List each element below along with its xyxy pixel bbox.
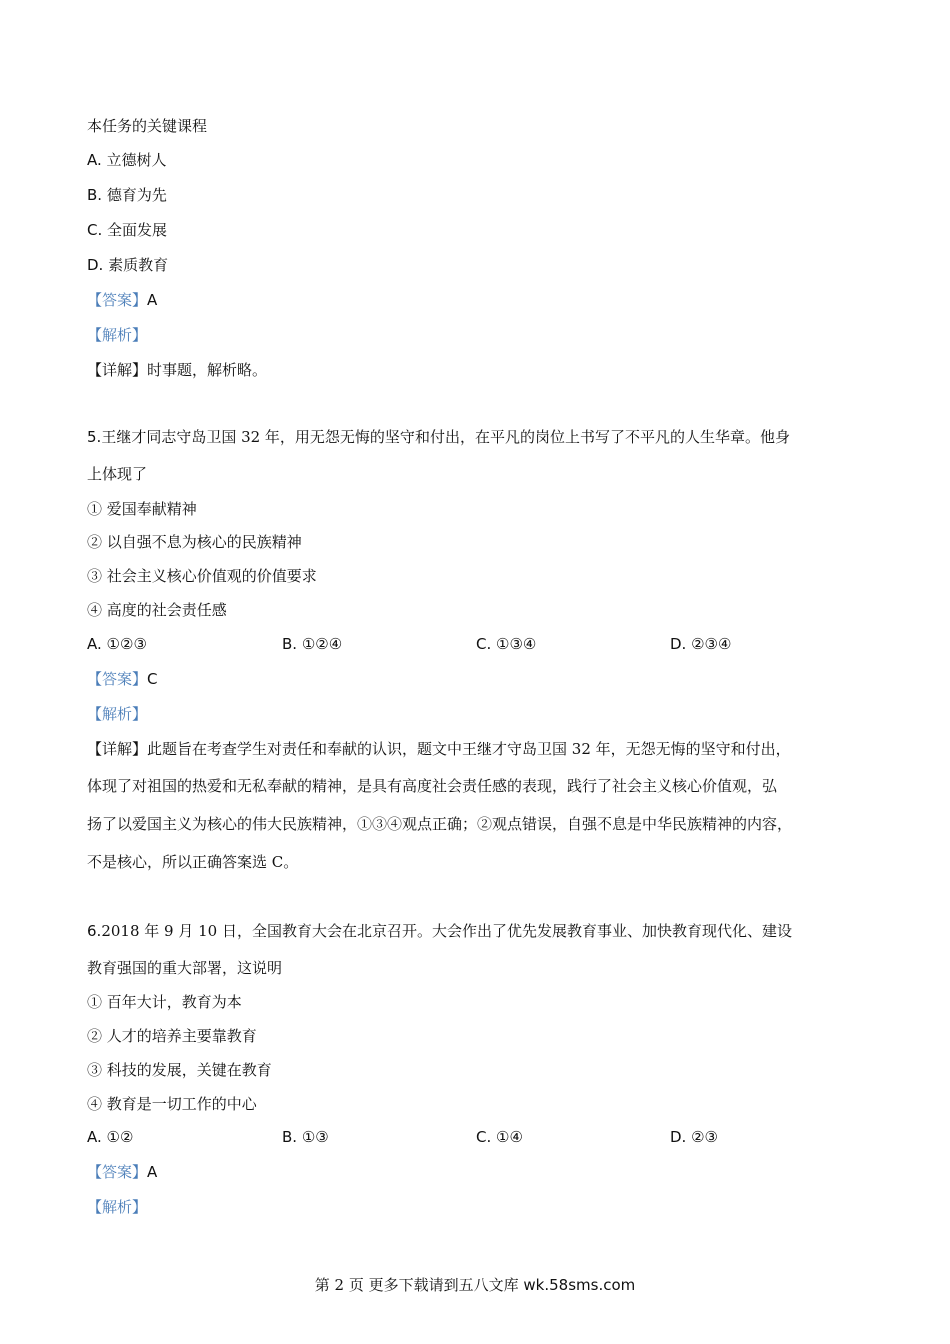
q6-answer <box>87 1162 157 1182</box>
q5-statement-3: ③ 社会主义核心价值观的价值要求 <box>87 567 317 585</box>
q6-option-a: A. ①② <box>87 1128 134 1146</box>
q4-detail: 【详解】时事题，解析略。 <box>87 361 268 379</box>
q5-analysis-label: 【解析】 <box>87 705 148 723</box>
q5-detail-line3: 扬了以爱国主义为核心的伟大民族精神，①③④观点正确；②观点错误，自强不息是中华民族精神的内容， <box>87 815 793 833</box>
q6-option-c: C. ①④ <box>476 1128 523 1146</box>
q5-stem-line1: 5.王继才同志守岛卫国 32 年，用无怨无悔的坚守和付出，在平凡的岗位上书写了不平凡的人生华章。他身 <box>87 428 790 446</box>
q6-statement-3: ③ 科技的发展，关键在教育 <box>87 1061 272 1079</box>
footer-page: 第 2 页 更多下载请到五八文库 <box>314 1276 519 1294</box>
q6-statement-2: ② 人才的培养主要靠教育 <box>87 1027 257 1045</box>
q4-option-a: A. 立德树人 <box>87 151 167 169</box>
q4-option-d: D. 素质教育 <box>87 256 169 274</box>
q6-stem-line1: 6.2018 年 9 月 10 日，全国教育大会在北京召开。大会作出了优先发展教育事业、加快教育现代化、建设 <box>87 922 792 940</box>
page-footer <box>0 1275 950 1295</box>
q4-stem-tail: 本任务的关键课程 <box>87 117 208 135</box>
q5-statement-1: ① 爱国奉献精神 <box>87 500 197 518</box>
q5-detail-line2: 体现了对祖国的热爱和无私奉献的精神，是具有高度社会责任感的表现，践行了社会主义核心价值观，弘 <box>87 777 778 795</box>
q6-stem-line2: 教育强国的重大部署，这说明 <box>87 959 283 977</box>
q5-statement-2: ② 以自强不息为核心的民族精神 <box>87 533 302 551</box>
answer-value: A <box>147 1163 158 1181</box>
q4-analysis-label: 【解析】 <box>87 326 148 344</box>
answer-label: 【答案】 <box>87 670 148 688</box>
q5-option-c: C. ①③④ <box>476 635 537 653</box>
q6-analysis-label: 【解析】 <box>87 1198 148 1216</box>
q5-answer <box>87 669 158 689</box>
q6-option-d: D. ②③ <box>670 1128 719 1146</box>
q6-option-b: B. ①③ <box>282 1128 329 1146</box>
q5-stem-line2: 上体现了 <box>87 465 148 483</box>
q5-detail-line4: 不是核心，所以正确答案选 C。 <box>87 853 299 871</box>
q5-option-d: D. ②③④ <box>670 635 732 653</box>
footer-site-link[interactable]: wk.58sms.com <box>523 1276 636 1294</box>
q6-statement-1: ① 百年大计，教育为本 <box>87 993 242 1011</box>
q4-answer <box>87 290 157 310</box>
answer-value: C <box>147 670 158 688</box>
q5-statement-4: ④ 高度的社会责任感 <box>87 601 227 619</box>
q5-option-a: A. ①②③ <box>87 635 147 653</box>
q4-option-b: B. 德育为先 <box>87 186 167 204</box>
answer-label: 【答案】 <box>87 291 148 309</box>
q5-option-b: B. ①②④ <box>282 635 343 653</box>
answer-value: A <box>147 291 158 309</box>
q4-option-c: C. 全面发展 <box>87 221 168 239</box>
q6-statement-4: ④ 教育是一切工作的中心 <box>87 1095 257 1113</box>
answer-label: 【答案】 <box>87 1163 148 1181</box>
q5-detail-line1: 【详解】此题旨在考查学生对责任和奉献的认识，题文中王继才守岛卫国 32 年，无怨无悔的坚守和付出， <box>87 740 791 758</box>
